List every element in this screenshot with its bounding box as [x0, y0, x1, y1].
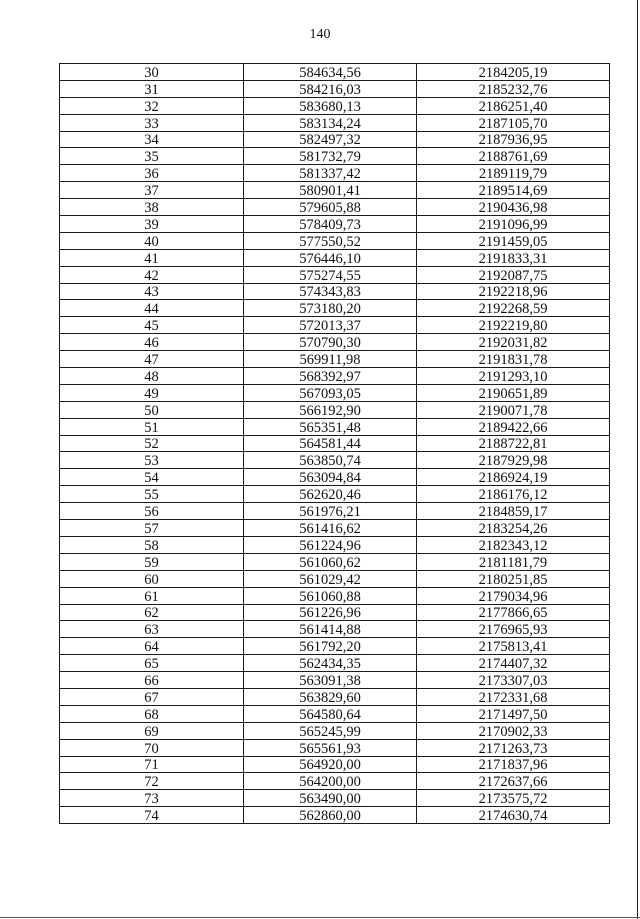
point-number-cell: 42: [60, 266, 244, 283]
table-row: [60, 705, 610, 722]
x-coordinate-cell: 561029,42: [244, 570, 417, 587]
table-row: [60, 503, 610, 520]
x-coordinate-cell: 569911,98: [244, 351, 417, 368]
table-row: [60, 182, 610, 199]
point-number-cell: 32: [60, 97, 244, 114]
y-coordinate-cell: 2189422,66: [417, 418, 610, 435]
y-coordinate-cell: 2189119,79: [417, 165, 610, 182]
point-number-cell: 50: [60, 401, 244, 418]
y-coordinate-cell: 2184205,19: [417, 64, 610, 81]
y-coordinate-cell: 2175813,41: [417, 638, 610, 655]
x-coordinate-cell: 562434,35: [244, 655, 417, 672]
x-coordinate-cell: 564920,00: [244, 756, 417, 773]
point-number-cell: 37: [60, 182, 244, 199]
x-coordinate-cell: 563829,60: [244, 688, 417, 705]
x-coordinate-cell: 578409,73: [244, 216, 417, 233]
x-coordinate-cell: 583134,24: [244, 114, 417, 131]
table-row: [60, 232, 610, 249]
page-edge-right: [637, 0, 638, 919]
x-coordinate-cell: 561416,62: [244, 520, 417, 537]
table-row: [60, 756, 610, 773]
x-coordinate-cell: 565351,48: [244, 418, 417, 435]
y-coordinate-cell: 2190436,98: [417, 199, 610, 216]
point-number-cell: 73: [60, 790, 244, 807]
x-coordinate-cell: 576446,10: [244, 249, 417, 266]
x-coordinate-cell: 570790,30: [244, 334, 417, 351]
table-row: [60, 638, 610, 655]
y-coordinate-cell: 2191096,99: [417, 216, 610, 233]
x-coordinate-cell: 561060,88: [244, 587, 417, 604]
point-number-cell: 34: [60, 131, 244, 148]
x-coordinate-cell: 563850,74: [244, 452, 417, 469]
point-number-cell: 38: [60, 199, 244, 216]
table-row: [60, 486, 610, 503]
table-row: [60, 216, 610, 233]
table-row: [60, 604, 610, 621]
point-number-cell: 56: [60, 503, 244, 520]
y-coordinate-cell: 2179034,96: [417, 587, 610, 604]
point-number-cell: 35: [60, 148, 244, 165]
y-coordinate-cell: 2185232,76: [417, 80, 610, 97]
x-coordinate-cell: 574343,83: [244, 283, 417, 300]
table-row: [60, 97, 610, 114]
table-row: [60, 384, 610, 401]
x-coordinate-cell: 566192,90: [244, 401, 417, 418]
x-coordinate-cell: 564200,00: [244, 773, 417, 790]
point-number-cell: 71: [60, 756, 244, 773]
x-coordinate-cell: 561976,21: [244, 503, 417, 520]
point-number-cell: 54: [60, 469, 244, 486]
point-number-cell: 43: [60, 283, 244, 300]
x-coordinate-cell: 582497,32: [244, 131, 417, 148]
table-row: [60, 587, 610, 604]
table-row: [60, 351, 610, 368]
x-coordinate-cell: 580901,41: [244, 182, 417, 199]
x-coordinate-cell: 583680,13: [244, 97, 417, 114]
table-row: [60, 249, 610, 266]
y-coordinate-cell: 2191459,05: [417, 232, 610, 249]
point-number-cell: 66: [60, 672, 244, 689]
point-number-cell: 44: [60, 300, 244, 317]
y-coordinate-cell: 2187929,98: [417, 452, 610, 469]
y-coordinate-cell: 2170902,33: [417, 722, 610, 739]
point-number-cell: 53: [60, 452, 244, 469]
coordinates-table-body: [60, 64, 610, 824]
point-number-cell: 31: [60, 80, 244, 97]
y-coordinate-cell: 2192087,75: [417, 266, 610, 283]
y-coordinate-cell: 2171497,50: [417, 705, 610, 722]
y-coordinate-cell: 2173575,72: [417, 790, 610, 807]
y-coordinate-cell: 2180251,85: [417, 570, 610, 587]
table-row: [60, 536, 610, 553]
table-row: [60, 773, 610, 790]
point-number-cell: 65: [60, 655, 244, 672]
y-coordinate-cell: 2191833,31: [417, 249, 610, 266]
table-row: [60, 520, 610, 537]
point-number-cell: 47: [60, 351, 244, 368]
y-coordinate-cell: 2191831,78: [417, 351, 610, 368]
table-row: [60, 283, 610, 300]
y-coordinate-cell: 2188761,69: [417, 148, 610, 165]
y-coordinate-cell: 2171263,73: [417, 739, 610, 756]
x-coordinate-cell: 584216,03: [244, 80, 417, 97]
x-coordinate-cell: 563490,00: [244, 790, 417, 807]
point-number-cell: 70: [60, 739, 244, 756]
y-coordinate-cell: 2173307,03: [417, 672, 610, 689]
point-number-cell: 41: [60, 249, 244, 266]
point-number-cell: 48: [60, 368, 244, 385]
x-coordinate-cell: 575274,55: [244, 266, 417, 283]
y-coordinate-cell: 2191293,10: [417, 368, 610, 385]
point-number-cell: 57: [60, 520, 244, 537]
y-coordinate-cell: 2181181,79: [417, 553, 610, 570]
table-row: [60, 199, 610, 216]
table-row: [60, 114, 610, 131]
point-number-cell: 45: [60, 317, 244, 334]
point-number-cell: 55: [60, 486, 244, 503]
table-row: [60, 790, 610, 807]
point-number-cell: 61: [60, 587, 244, 604]
table-row: [60, 452, 610, 469]
x-coordinate-cell: 561226,96: [244, 604, 417, 621]
point-number-cell: 36: [60, 165, 244, 182]
x-coordinate-cell: 568392,97: [244, 368, 417, 385]
x-coordinate-cell: 565561,93: [244, 739, 417, 756]
x-coordinate-cell: 563094,84: [244, 469, 417, 486]
y-coordinate-cell: 2186251,40: [417, 97, 610, 114]
x-coordinate-cell: 579605,88: [244, 199, 417, 216]
table-row: [60, 469, 610, 486]
x-coordinate-cell: 577550,52: [244, 232, 417, 249]
page-number: 140: [309, 27, 331, 42]
point-number-cell: 62: [60, 604, 244, 621]
point-number-cell: 30: [60, 64, 244, 81]
point-number-cell: 52: [60, 435, 244, 452]
y-coordinate-cell: 2187105,70: [417, 114, 610, 131]
y-coordinate-cell: 2190071,78: [417, 401, 610, 418]
y-coordinate-cell: 2172637,66: [417, 773, 610, 790]
table-row: [60, 739, 610, 756]
table-row: [60, 266, 610, 283]
y-coordinate-cell: 2171837,96: [417, 756, 610, 773]
point-number-cell: 33: [60, 114, 244, 131]
x-coordinate-cell: 573180,20: [244, 300, 417, 317]
y-coordinate-cell: 2186176,12: [417, 486, 610, 503]
table-row: [60, 807, 610, 824]
table-row: [60, 621, 610, 638]
table-row: [60, 418, 610, 435]
table-row: [60, 435, 610, 452]
point-number-cell: 40: [60, 232, 244, 249]
point-number-cell: 68: [60, 705, 244, 722]
point-number-cell: 64: [60, 638, 244, 655]
table-row: [60, 165, 610, 182]
y-coordinate-cell: 2174407,32: [417, 655, 610, 672]
point-number-cell: 39: [60, 216, 244, 233]
x-coordinate-cell: 562620,46: [244, 486, 417, 503]
point-number-cell: 67: [60, 688, 244, 705]
point-number-cell: 59: [60, 553, 244, 570]
table-row: [60, 570, 610, 587]
y-coordinate-cell: 2186924,19: [417, 469, 610, 486]
point-number-cell: 49: [60, 384, 244, 401]
x-coordinate-cell: 572013,37: [244, 317, 417, 334]
table-row: [60, 300, 610, 317]
point-number-cell: 46: [60, 334, 244, 351]
x-coordinate-cell: 565245,99: [244, 722, 417, 739]
y-coordinate-cell: 2190651,89: [417, 384, 610, 401]
table-row: [60, 655, 610, 672]
y-coordinate-cell: 2174630,74: [417, 807, 610, 824]
x-coordinate-cell: 564581,44: [244, 435, 417, 452]
x-coordinate-cell: 567093,05: [244, 384, 417, 401]
y-coordinate-cell: 2192219,80: [417, 317, 610, 334]
page-edge-bottom: [0, 917, 640, 918]
x-coordinate-cell: 564580,64: [244, 705, 417, 722]
table-row: [60, 80, 610, 97]
x-coordinate-cell: 562860,00: [244, 807, 417, 824]
table-row: [60, 317, 610, 334]
y-coordinate-cell: 2187936,95: [417, 131, 610, 148]
table-row: [60, 131, 610, 148]
y-coordinate-cell: 2189514,69: [417, 182, 610, 199]
x-coordinate-cell: 581337,42: [244, 165, 417, 182]
y-coordinate-cell: 2172331,68: [417, 688, 610, 705]
x-coordinate-cell: 561224,96: [244, 536, 417, 553]
table-row: [60, 672, 610, 689]
y-coordinate-cell: 2177866,65: [417, 604, 610, 621]
y-coordinate-cell: 2192268,59: [417, 300, 610, 317]
coordinates-table: [59, 63, 610, 824]
y-coordinate-cell: 2192218,96: [417, 283, 610, 300]
y-coordinate-cell: 2183254,26: [417, 520, 610, 537]
table-row: [60, 688, 610, 705]
y-coordinate-cell: 2192031,82: [417, 334, 610, 351]
x-coordinate-cell: 561414,88: [244, 621, 417, 638]
point-number-cell: 69: [60, 722, 244, 739]
y-coordinate-cell: 2188722,81: [417, 435, 610, 452]
y-coordinate-cell: 2176965,93: [417, 621, 610, 638]
point-number-cell: 72: [60, 773, 244, 790]
table-row: [60, 722, 610, 739]
point-number-cell: 74: [60, 807, 244, 824]
table-row: [60, 401, 610, 418]
point-number-cell: 63: [60, 621, 244, 638]
y-coordinate-cell: 2184859,17: [417, 503, 610, 520]
x-coordinate-cell: 561792,20: [244, 638, 417, 655]
point-number-cell: 60: [60, 570, 244, 587]
point-number-cell: 51: [60, 418, 244, 435]
point-number-cell: 58: [60, 536, 244, 553]
y-coordinate-cell: 2182343,12: [417, 536, 610, 553]
x-coordinate-cell: 561060,62: [244, 553, 417, 570]
table-row: [60, 148, 610, 165]
table-row: [60, 64, 610, 81]
table-row: [60, 368, 610, 385]
table-row: [60, 334, 610, 351]
x-coordinate-cell: 584634,56: [244, 64, 417, 81]
table-row: [60, 553, 610, 570]
x-coordinate-cell: 581732,79: [244, 148, 417, 165]
x-coordinate-cell: 563091,38: [244, 672, 417, 689]
